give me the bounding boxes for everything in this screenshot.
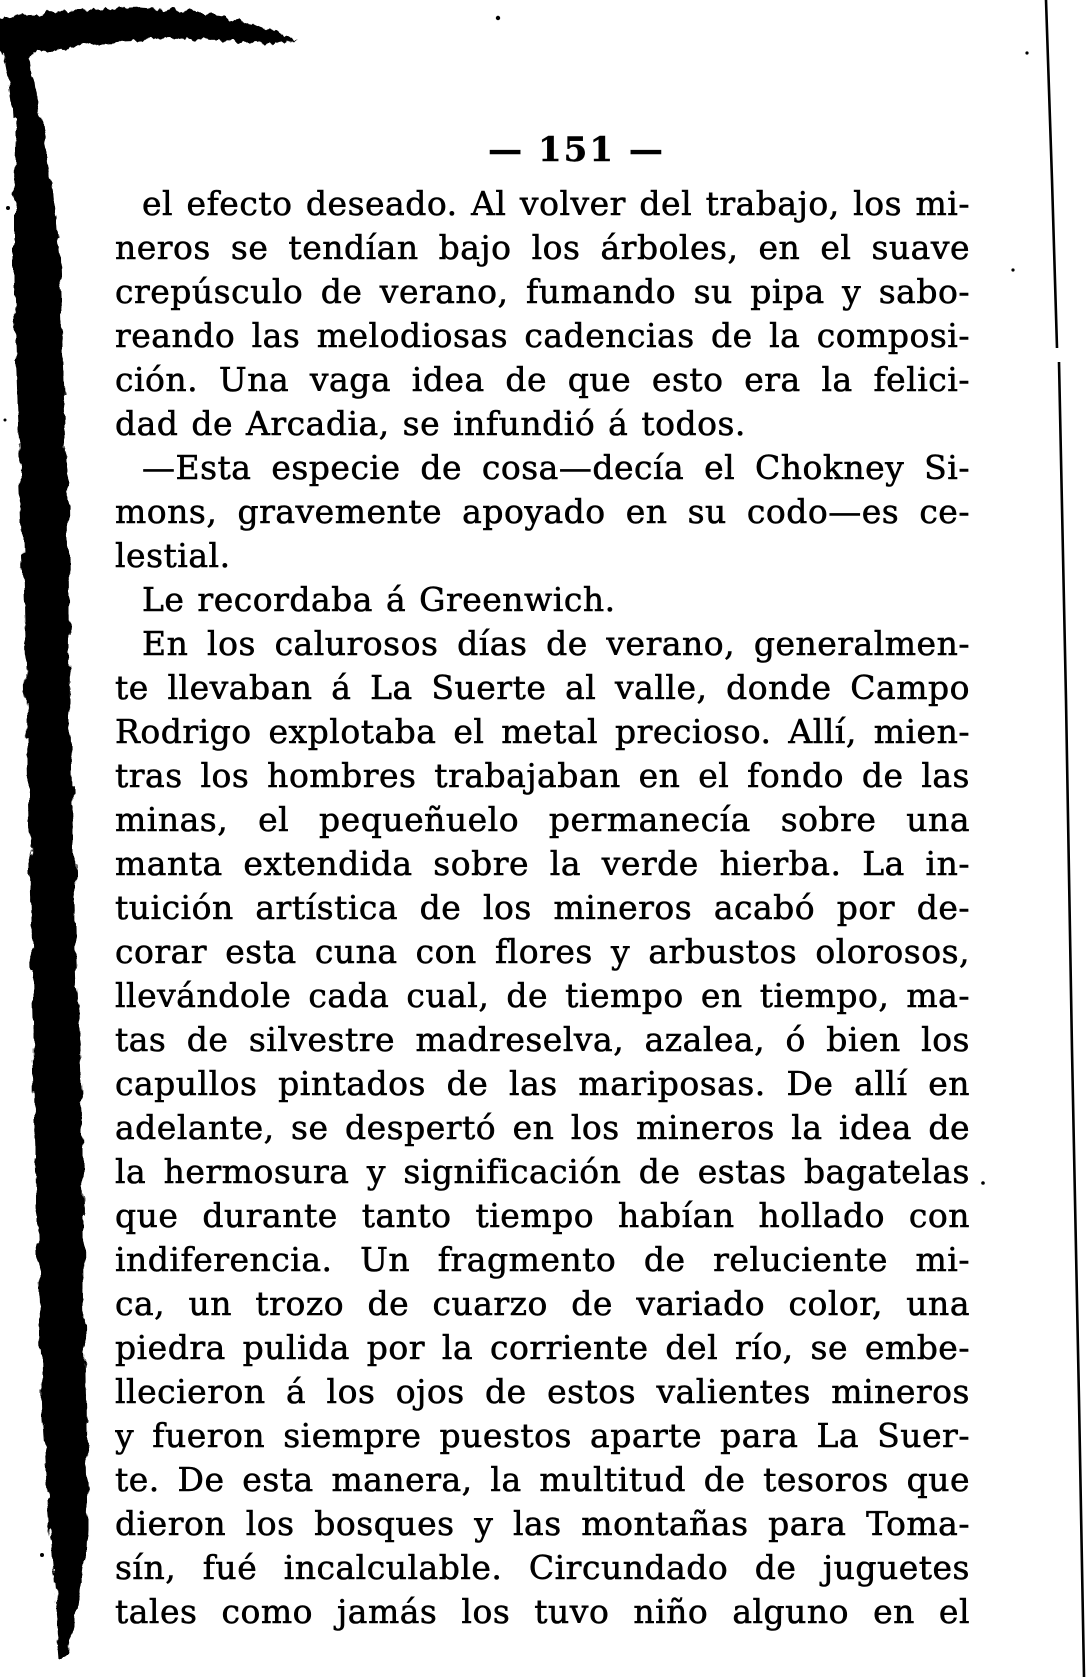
text-line: ca, un trozo de cuarzo de variado color, una — [115, 1284, 970, 1323]
text-line: crepúsculo de verano, fumando su pipa y sabo- — [115, 272, 970, 311]
text-line: llevándole cada cual, de tiempo en tiempo, ma- — [115, 976, 970, 1015]
text-line: llecieron á los ojos de estos valientes mineros — [115, 1372, 970, 1411]
binding-ink-band — [14, 55, 88, 1657]
text-line: y fueron siempre puestos aparte para La Suer- — [115, 1416, 970, 1455]
text-line: minas, el pequeñuelo permanecía sobre una — [115, 800, 970, 839]
text-line: tras los hombres trabajaban en el fondo de las — [115, 756, 970, 795]
text-line: piedra pulida por la corriente del río, se embe- — [115, 1328, 970, 1367]
ink-speck — [1025, 51, 1028, 54]
text-line: dieron los bosques y las montañas para Toma- — [115, 1504, 970, 1543]
ink-smudge-left — [0, 8, 297, 118]
text-line: —Esta especie de cosa—decía el Chokney Si- — [142, 448, 970, 487]
text-line: tales como jamás los tuvo niño alguno en el — [115, 1592, 970, 1631]
page-number: — 151 — — [488, 130, 665, 170]
text-line: adelante, se despertó en los mineros la idea de — [115, 1108, 970, 1147]
text-line: indiferencia. Un fragmento de reluciente mi- — [115, 1240, 970, 1279]
page-edge-line-right — [1059, 362, 1084, 1677]
text-line: tas de silvestre madreselva, azalea, ó bien los — [115, 1020, 970, 1059]
ink-speck — [981, 1181, 985, 1185]
ink-speck — [496, 16, 500, 20]
text-line: te llevaban á La Suerte al valle, donde Campo — [115, 668, 970, 707]
text-line: la hermosura y significación de estas bagatelas — [115, 1152, 970, 1191]
text-line: tuición artística de los mineros acabó por de- — [115, 888, 970, 927]
text-line: Rodrigo explotaba el metal precioso. Allí, mien- — [115, 712, 970, 751]
ink-speck — [4, 419, 7, 422]
text-line: mons, gravemente apoyado en su codo—es ce- — [115, 492, 970, 531]
page-edge-line-right — [1046, 0, 1057, 348]
text-line: corar esta cuna con flores y arbustos olorosos, — [115, 932, 970, 971]
ink-speck — [1011, 268, 1014, 271]
text-line: ción. Una vaga idea de que esto era la felici- — [115, 360, 970, 399]
text-line: En los calurosos días de verano, generalmen- — [142, 624, 970, 663]
text-line: capullos pintados de las mariposas. De allí en — [115, 1064, 970, 1103]
text-line: el efecto deseado. Al volver del trabajo, los mi- — [142, 184, 970, 223]
ink-speck — [40, 1553, 44, 1557]
text-line: neros se tendían bajo los árboles, en el suave — [115, 228, 970, 267]
text-line: dad de Arcadia, se infundió á todos. — [115, 404, 746, 443]
text-line: sín, fué incalculable. Circundado de juguetes — [115, 1548, 970, 1587]
text-line: manta extendida sobre la verde hierba. La in- — [115, 844, 970, 883]
text-line: te. De esta manera, la multitud de tesoros que — [115, 1460, 970, 1499]
text-line: reando las melodiosas cadencias de la composi- — [115, 316, 970, 355]
text-line: lestial. — [115, 536, 231, 575]
ink-speck — [6, 206, 10, 210]
text-line: Le recordaba á Greenwich. — [142, 580, 616, 619]
text-line: que durante tanto tiempo habían hollado con — [115, 1196, 970, 1235]
text-block — [115, 182, 970, 1634]
